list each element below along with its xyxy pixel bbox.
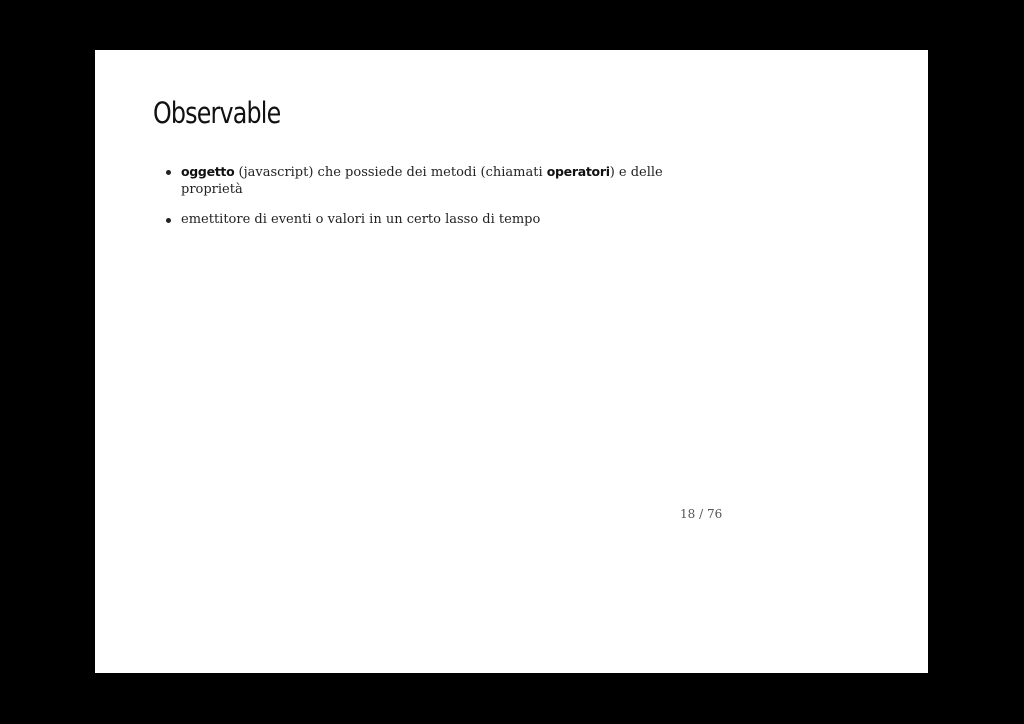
keyword-operatori: operatori (546, 164, 610, 179)
bullet-dot-icon (166, 218, 171, 223)
bullet-list (164, 163, 684, 241)
keyword-oggetto: oggetto (181, 164, 235, 179)
bullet-text: emettitore di eventi o valori in un certo lasso di tempo (181, 212, 541, 227)
bullet-dot-icon (166, 170, 171, 175)
slide (95, 50, 928, 673)
bullet-item (164, 211, 684, 228)
bullet-item (164, 163, 684, 198)
bullet-text: (javascript) che possiede dei metodi (chiamati (234, 165, 547, 180)
slide-title: Observable (153, 96, 281, 130)
bullet-text: ) e delle proprietà (181, 165, 663, 197)
page-number: 18 / 76 (680, 507, 723, 521)
